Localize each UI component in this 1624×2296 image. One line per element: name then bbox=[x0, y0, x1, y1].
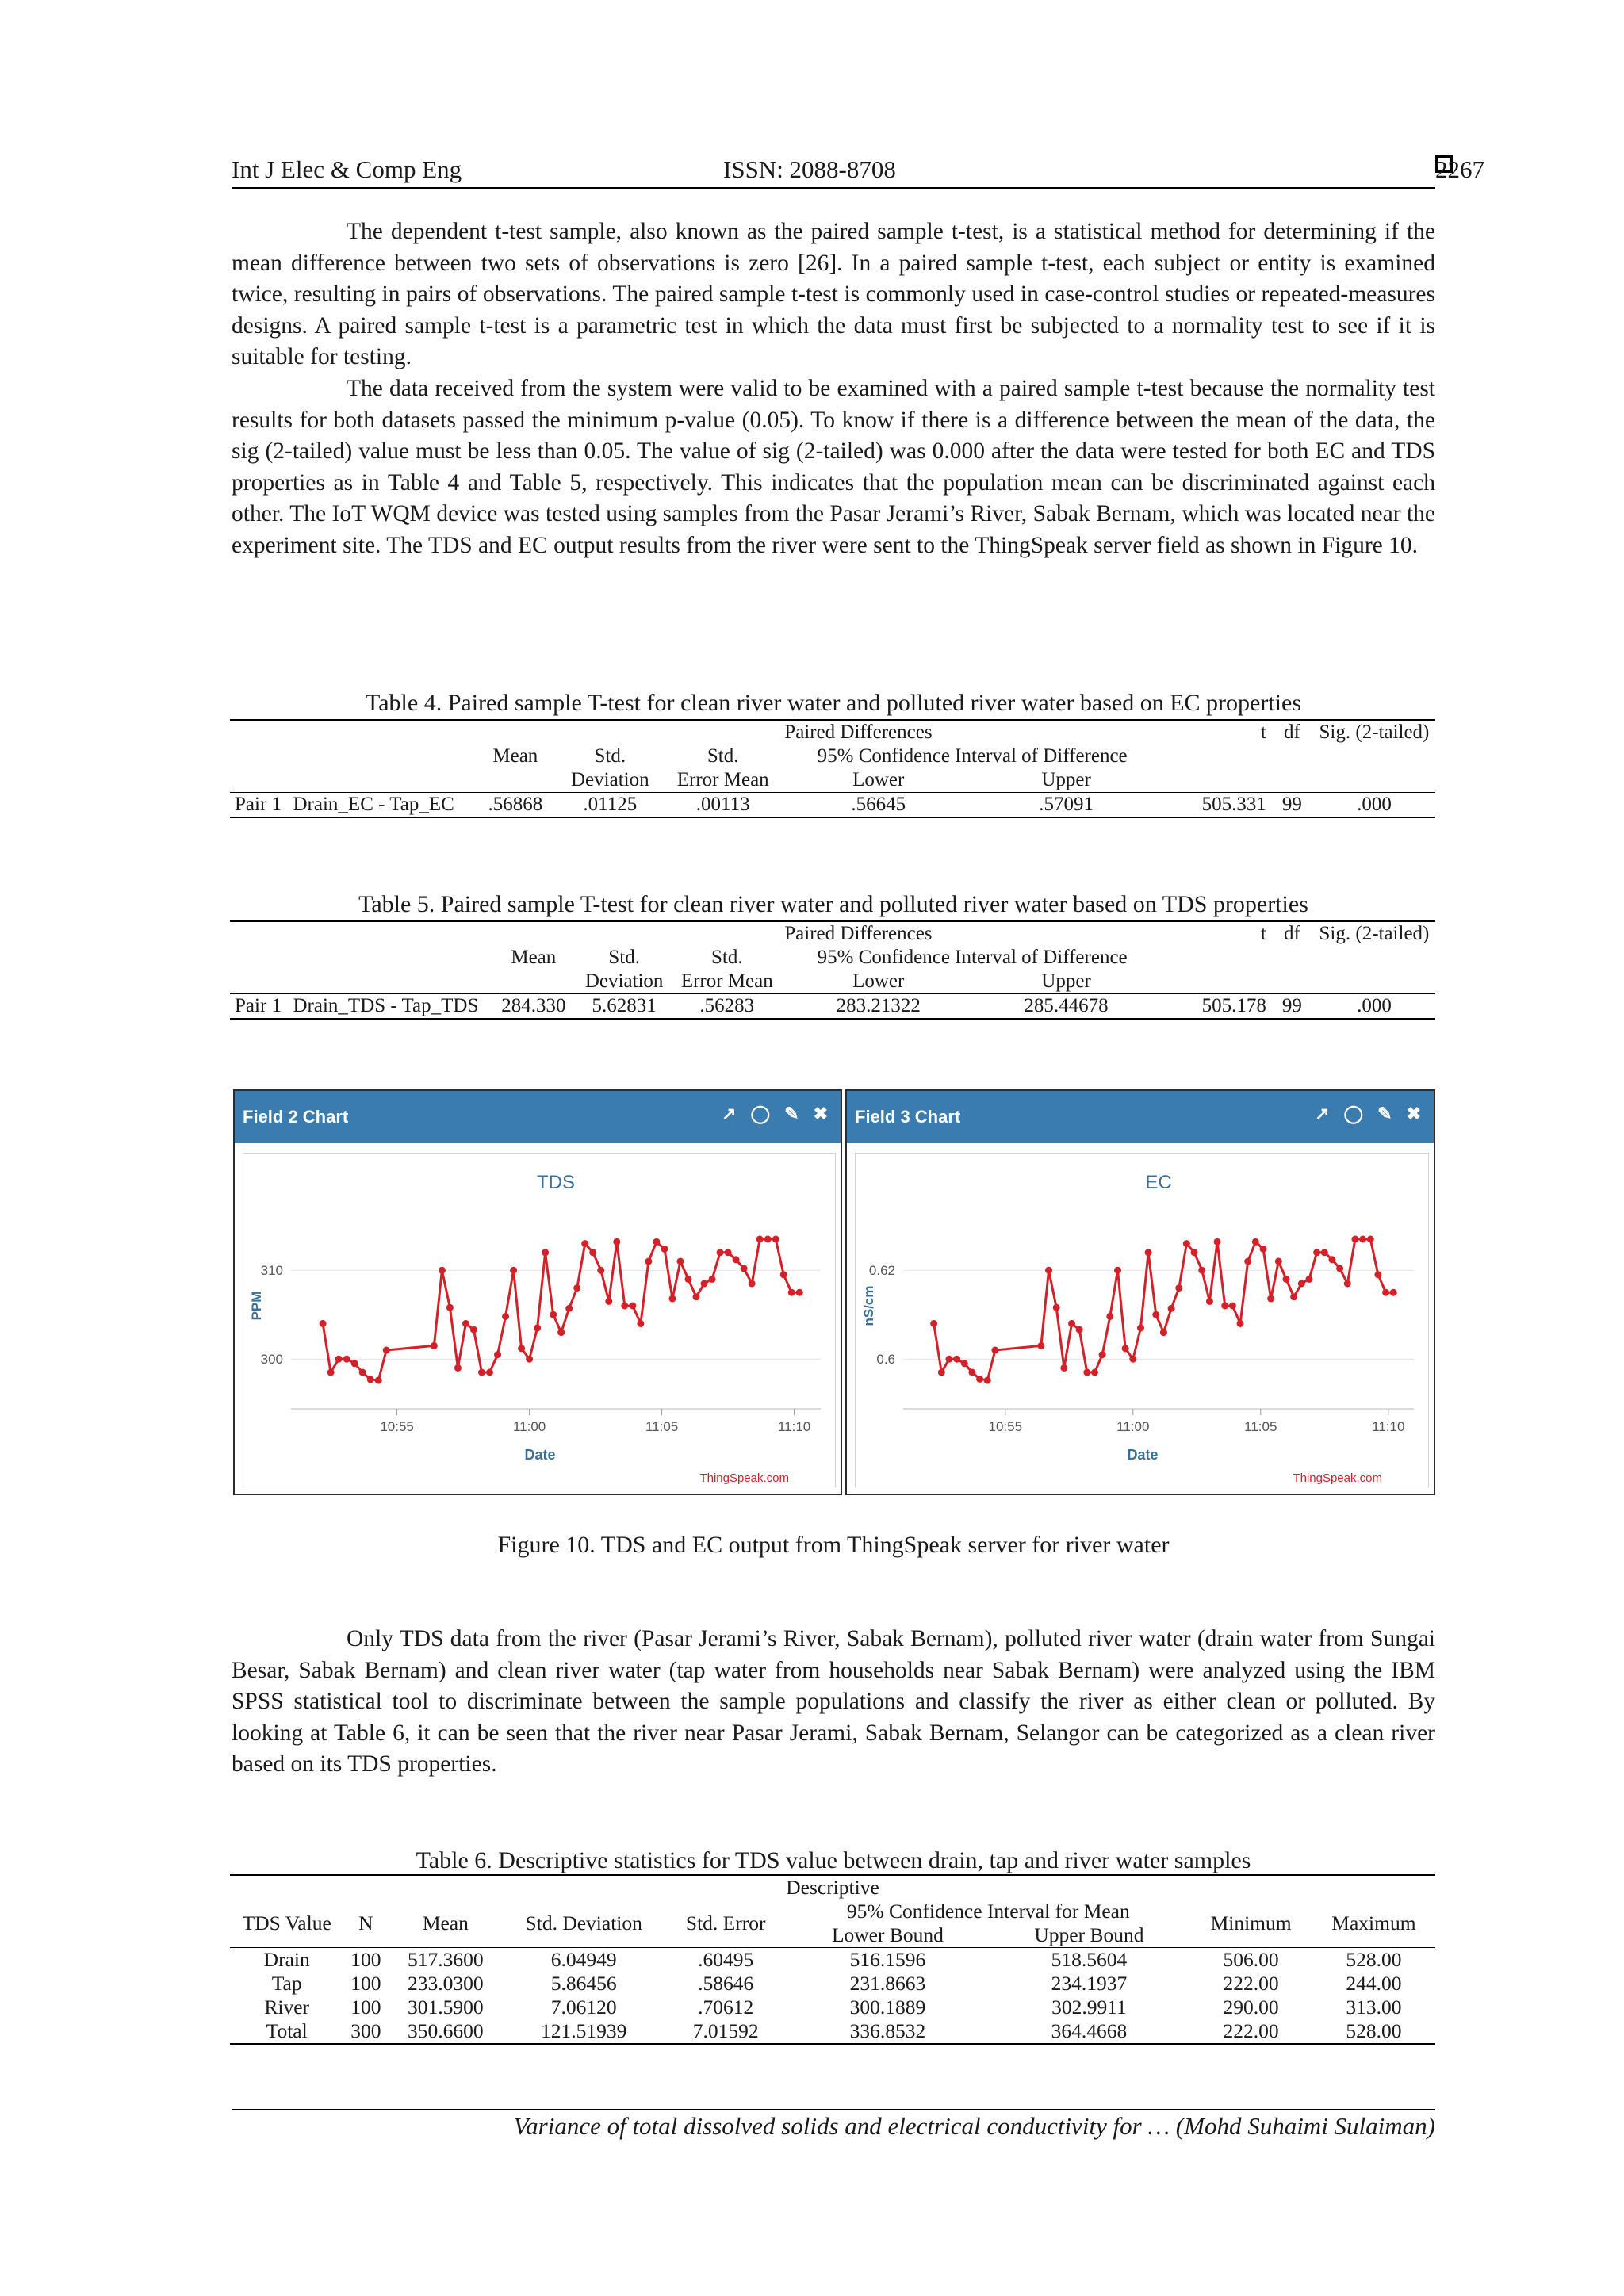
data-point bbox=[1129, 1356, 1136, 1363]
table4-caption: Table 4. Paired sample T-test for clean river water and polluted river water based on EC properties bbox=[366, 690, 1301, 716]
table4-lower-header: Lower bbox=[852, 769, 905, 790]
table5-deviation-header: Deviation bbox=[584, 970, 664, 992]
data-point bbox=[772, 1236, 779, 1243]
table6-max-header: Maximum bbox=[1331, 1911, 1416, 1934]
data-point bbox=[676, 1258, 684, 1265]
data-point bbox=[645, 1258, 652, 1265]
data-point bbox=[1206, 1298, 1213, 1305]
data-point bbox=[375, 1377, 382, 1384]
data-point bbox=[685, 1276, 692, 1283]
data-point bbox=[709, 1276, 716, 1283]
data-point bbox=[502, 1313, 509, 1320]
data-point bbox=[446, 1304, 454, 1311]
x-tick-label: 11:00 bbox=[1116, 1419, 1150, 1434]
data-point bbox=[605, 1298, 612, 1305]
issn: ISSN: 2088-8708 bbox=[723, 155, 896, 183]
data-point bbox=[661, 1246, 668, 1253]
data-point bbox=[1252, 1238, 1259, 1246]
table4-std-header: Std. bbox=[594, 745, 626, 767]
table6 bbox=[230, 1874, 1435, 2045]
table-row: River 100 301.5900 7.06120 .70612 300.1889 302.9911 290.00 313.00 bbox=[264, 1996, 1402, 2019]
table4-sig-header: Sig. (2-tailed) bbox=[1319, 721, 1430, 743]
x-tick-label: 11:10 bbox=[1372, 1419, 1405, 1434]
table4-df-header: df bbox=[1283, 721, 1300, 743]
chart-header bbox=[847, 1091, 1434, 1143]
x-tick-label: 11:05 bbox=[645, 1419, 679, 1434]
data-point bbox=[1053, 1304, 1060, 1311]
data-point bbox=[565, 1305, 573, 1312]
data-point bbox=[1359, 1236, 1366, 1243]
table5-caption: Table 5. Paired sample T-test for clean river water and polluted river water based on TDS properties bbox=[358, 891, 1308, 917]
x-tick-label: 11:00 bbox=[512, 1419, 546, 1434]
data-point bbox=[462, 1320, 469, 1327]
data-point bbox=[1260, 1246, 1267, 1253]
data-point bbox=[621, 1303, 628, 1310]
data-point bbox=[1106, 1313, 1113, 1320]
tds-line-chart bbox=[243, 1154, 837, 1490]
data-point bbox=[1382, 1289, 1389, 1296]
data-point bbox=[945, 1356, 952, 1363]
table6-upper-header: Upper Bound bbox=[1034, 1923, 1144, 1946]
data-point bbox=[1290, 1293, 1297, 1300]
data-point bbox=[1298, 1280, 1305, 1288]
data-point bbox=[1336, 1265, 1343, 1272]
paragraph-3: Only TDS data from the river (Pasar Jerami’s River, Sabak Bernam), polluted river water (drain water from Sungai Besar, Sabak Bernam) and clean river water (tap water from households near Sabak Bernam) were analyzed using the IBM SPSS statistical tool to discriminate between the sample populations and classify the river as either clean or polluted. By looking at Table 6, it can be seen that the river near Pasar Jerami, Sabak Bernam, Selangor can be categorized as a clean river based on its TDS properties. bbox=[232, 1626, 1435, 1777]
data-point bbox=[717, 1249, 724, 1256]
data-point bbox=[1152, 1311, 1159, 1318]
data-point bbox=[1045, 1267, 1052, 1274]
data-point bbox=[486, 1369, 493, 1376]
table-row: Tap 100 233.0300 5.86456 .58646 231.8663 234.1937 222.00 244.00 bbox=[271, 1972, 1402, 1995]
y-axis-label: PPM bbox=[249, 1291, 264, 1321]
data-point bbox=[968, 1369, 975, 1376]
data-point bbox=[701, 1280, 708, 1288]
table4-std2-header: Std. bbox=[707, 745, 739, 767]
data-point bbox=[1145, 1249, 1152, 1256]
table5-lower-header: Lower bbox=[852, 970, 905, 992]
figure-10 bbox=[233, 1089, 1435, 1497]
data-point bbox=[343, 1356, 350, 1363]
data-point bbox=[930, 1320, 937, 1327]
ec-line-chart bbox=[856, 1154, 1430, 1490]
data-point bbox=[1321, 1249, 1328, 1256]
data-point bbox=[597, 1267, 604, 1274]
table5-mean-header: Mean bbox=[511, 947, 557, 968]
data-point bbox=[534, 1325, 541, 1332]
external-link-icon[interactable]: ↗ bbox=[1315, 1104, 1330, 1123]
data-point bbox=[741, 1265, 748, 1272]
x-tick-label: 11:10 bbox=[777, 1419, 811, 1434]
table6-se-header: Std. Error bbox=[685, 1911, 766, 1934]
data-point bbox=[796, 1289, 803, 1296]
footer-rule bbox=[232, 2109, 1435, 2110]
x-axis-label: Date bbox=[1127, 1447, 1159, 1463]
data-point bbox=[938, 1369, 945, 1376]
data-point bbox=[653, 1238, 660, 1246]
data-point bbox=[1122, 1345, 1129, 1352]
table-row: Total 300 350.6600 121.51939 7.01592 336.8532 364.4668 222.00 528.00 bbox=[230, 2019, 1435, 2044]
data-point bbox=[589, 1249, 596, 1256]
data-point bbox=[764, 1236, 772, 1243]
table5-ci-header: 95% Confidence Interval of Difference bbox=[817, 947, 1128, 968]
chart-area bbox=[855, 1153, 1429, 1487]
data-point bbox=[1168, 1305, 1175, 1312]
data-point bbox=[756, 1236, 764, 1243]
data-point bbox=[320, 1320, 327, 1327]
data-point bbox=[1068, 1320, 1075, 1327]
table6-caption: Table 6. Descriptive statistics for TDS value between drain, tap and river water samples bbox=[416, 1847, 1251, 1873]
data-point bbox=[439, 1267, 446, 1274]
y-tick-label: 0.62 bbox=[868, 1263, 895, 1279]
page-number: 2267 bbox=[1435, 155, 1484, 183]
data-point bbox=[1191, 1249, 1198, 1256]
table-row: Drain 100 517.3600 6.04949 .60495 516.1596 518.5604 506.00 528.00 bbox=[263, 1948, 1402, 1971]
table6-lower-header: Lower Bound bbox=[831, 1923, 944, 1946]
data-point bbox=[1198, 1267, 1205, 1274]
figure-10-caption: Figure 10. TDS and EC output from ThingSpeak server for river water bbox=[497, 1532, 1170, 1558]
data-point bbox=[1160, 1329, 1167, 1336]
table4-group-header: Paired Differences bbox=[784, 721, 933, 743]
running-header bbox=[232, 155, 1484, 189]
data-point bbox=[454, 1364, 462, 1372]
table4-upper-header: Upper bbox=[1041, 769, 1091, 790]
chart-header bbox=[235, 1091, 841, 1143]
data-point bbox=[1037, 1342, 1044, 1349]
data-point bbox=[780, 1271, 787, 1278]
table6-mean-header: Mean bbox=[422, 1911, 469, 1934]
paragraph-1: The dependent t-test sample, also known as the paired sample t-test, is a statistical method for determining if the mean difference between two sets of observations is zero [26]. In a paired sample t-test, each subject or entity is examined twice, resulting in pairs of observations. The paired sample t-test is commonly used in case-control studies or repeated-measures designs. A paired sample t-test is a parametric test in which the data must first be subjected to a normality test to see if it is suitable for testing. bbox=[232, 219, 1435, 370]
data-point bbox=[1060, 1364, 1067, 1372]
data-point bbox=[1083, 1369, 1090, 1376]
data-point bbox=[1351, 1236, 1358, 1243]
data-point bbox=[351, 1360, 358, 1367]
data-point bbox=[526, 1356, 533, 1363]
data-point bbox=[1305, 1276, 1312, 1283]
data-point bbox=[693, 1293, 700, 1300]
data-point bbox=[431, 1342, 438, 1349]
data-point bbox=[984, 1377, 991, 1384]
table4-t-header: t bbox=[1260, 721, 1266, 743]
table6-ci-header: 95% Confidence Interval for Mean bbox=[846, 1900, 1130, 1923]
data-point bbox=[335, 1356, 343, 1363]
external-link-icon[interactable]: ↗ bbox=[722, 1104, 737, 1123]
table6-tds-header: TDS Value bbox=[242, 1911, 331, 1934]
chart-title: EC bbox=[1145, 1172, 1172, 1193]
y-tick-label: 300 bbox=[260, 1352, 283, 1368]
data-point bbox=[1099, 1351, 1106, 1358]
data-point bbox=[613, 1238, 620, 1246]
data-point bbox=[976, 1376, 983, 1383]
table5-sig-header: Sig. (2-tailed) bbox=[1319, 923, 1430, 944]
data-point bbox=[1221, 1303, 1228, 1310]
data-point bbox=[1114, 1267, 1121, 1274]
comment-icon[interactable]: ◯ bbox=[750, 1104, 771, 1123]
data-point bbox=[788, 1289, 795, 1296]
data-point bbox=[1267, 1295, 1274, 1303]
data-point bbox=[1183, 1240, 1190, 1247]
data-point bbox=[383, 1347, 390, 1354]
chart-credit: ThingSpeak.com bbox=[699, 1471, 789, 1485]
data-point bbox=[1229, 1303, 1236, 1310]
data-point bbox=[1076, 1326, 1083, 1334]
chart-area bbox=[243, 1153, 836, 1487]
data-point bbox=[510, 1267, 517, 1274]
data-point bbox=[494, 1351, 501, 1358]
data-point bbox=[668, 1295, 676, 1303]
table5-df-header: df bbox=[1283, 923, 1300, 944]
data-point bbox=[470, 1326, 477, 1334]
chart-title: TDS bbox=[537, 1172, 575, 1193]
field-3-chart-panel bbox=[845, 1089, 1435, 1495]
table5-t-header: t bbox=[1260, 923, 1266, 944]
data-point bbox=[542, 1249, 549, 1256]
data-point bbox=[733, 1256, 740, 1263]
data-point bbox=[1344, 1280, 1351, 1288]
data-point bbox=[1328, 1256, 1335, 1263]
table4-deviation-header: Deviation bbox=[571, 769, 649, 790]
edit-icon[interactable]: ✎ bbox=[784, 1104, 799, 1123]
close-icon[interactable]: ✖ bbox=[813, 1104, 828, 1123]
close-icon[interactable]: ✖ bbox=[1406, 1104, 1421, 1123]
data-point bbox=[550, 1311, 557, 1318]
x-tick-label: 11:05 bbox=[1244, 1419, 1277, 1434]
data-point bbox=[637, 1320, 644, 1327]
data-point bbox=[367, 1376, 374, 1383]
table4-mean-header: Mean bbox=[492, 745, 538, 767]
table5-std2-header: Std. bbox=[710, 947, 743, 968]
data-point bbox=[518, 1345, 525, 1352]
edit-icon[interactable]: ✎ bbox=[1377, 1104, 1392, 1123]
data-point bbox=[573, 1284, 580, 1292]
data-point bbox=[991, 1347, 998, 1354]
data-point bbox=[581, 1240, 588, 1247]
comment-icon[interactable]: ◯ bbox=[1343, 1104, 1364, 1123]
table4-errmean-header: Error Mean bbox=[676, 769, 769, 790]
table6-min-header: Minimum bbox=[1210, 1911, 1292, 1934]
table5 bbox=[230, 920, 1435, 1020]
table6-group-header: Descriptive bbox=[786, 1876, 879, 1899]
table6-sd-header: Std. Deviation bbox=[525, 1911, 642, 1934]
data-point bbox=[1313, 1249, 1320, 1256]
data-point bbox=[725, 1249, 732, 1256]
table-row: Pair 1 Drain_EC - Tap_EC .56868 .01125 .00113 .56645 .57091 505.331 99 .000 bbox=[230, 793, 1435, 818]
field-2-chart-panel bbox=[233, 1089, 842, 1495]
data-point bbox=[1374, 1271, 1381, 1278]
data-point bbox=[1214, 1238, 1221, 1246]
data-point bbox=[629, 1303, 636, 1310]
data-point bbox=[749, 1280, 756, 1288]
running-footer: Variance of total dissolved solids and electrical conductivity for … (Mohd Suhaimi Sulaiman) bbox=[513, 2112, 1435, 2140]
table4-ci-header: 95% Confidence Interval of Difference bbox=[817, 745, 1128, 767]
table5-std-header: Std. bbox=[608, 947, 640, 968]
data-point bbox=[1244, 1258, 1251, 1265]
chart-panel-title: Field 2 Chart bbox=[243, 1107, 349, 1127]
data-point bbox=[1390, 1289, 1397, 1296]
x-tick-label: 10:55 bbox=[988, 1419, 1023, 1434]
data-point bbox=[478, 1369, 485, 1376]
data-point bbox=[1091, 1369, 1098, 1376]
chart-credit: ThingSpeak.com bbox=[1293, 1471, 1382, 1485]
data-point bbox=[953, 1356, 960, 1363]
data-point bbox=[1137, 1325, 1144, 1332]
table5-group-header: Paired Differences bbox=[784, 923, 933, 944]
data-point bbox=[1275, 1258, 1282, 1265]
table6-n-header: N bbox=[358, 1911, 373, 1934]
x-tick-label: 10:55 bbox=[380, 1419, 414, 1434]
data-point bbox=[359, 1369, 366, 1376]
data-point bbox=[1283, 1276, 1290, 1283]
data-point bbox=[1175, 1284, 1182, 1292]
journal-name: Int J Elec & Comp Eng bbox=[232, 155, 462, 183]
table5-upper-header: Upper bbox=[1041, 970, 1091, 992]
x-axis-label: Date bbox=[524, 1447, 556, 1463]
data-point bbox=[961, 1360, 968, 1367]
paragraph-2: The data received from the system were valid to be examined with a paired sample t-test because the normality test results for both datasets passed the minimum p-value (0.05). To know if there is a difference between the mean of the data, the sig (2-tailed) value must be less than 0.05. The value of sig (2-tailed) was 0.000 after the data were tested for both EC and TDS properties as in Table 4 and Table 5, respectively. This indicates that the population mean can be discriminated against each other. The IoT WQM device was tested using samples from the Pasar Jerami’s River, Sabak Bernam, which was located near the experiment site. The TDS and EC output results from the river were sent to the ThingSpeak server field as shown in Figure 10. bbox=[232, 376, 1435, 558]
data-point bbox=[557, 1329, 565, 1336]
y-axis-label: nS/cm bbox=[861, 1285, 876, 1326]
table5-errmean-header: Error Mean bbox=[680, 970, 773, 992]
table4 bbox=[230, 719, 1435, 818]
data-point bbox=[1367, 1236, 1374, 1243]
y-tick-label: 0.6 bbox=[876, 1352, 895, 1368]
data-point bbox=[327, 1369, 335, 1376]
table-row: Pair 1 Drain_TDS - Tap_TDS 284.330 5.62831 .56283 283.21322 285.44678 505.178 99 .000 bbox=[230, 994, 1435, 1020]
chart-panel-title: Field 3 Chart bbox=[855, 1107, 961, 1127]
y-tick-label: 310 bbox=[260, 1263, 283, 1279]
data-point bbox=[1237, 1320, 1244, 1327]
